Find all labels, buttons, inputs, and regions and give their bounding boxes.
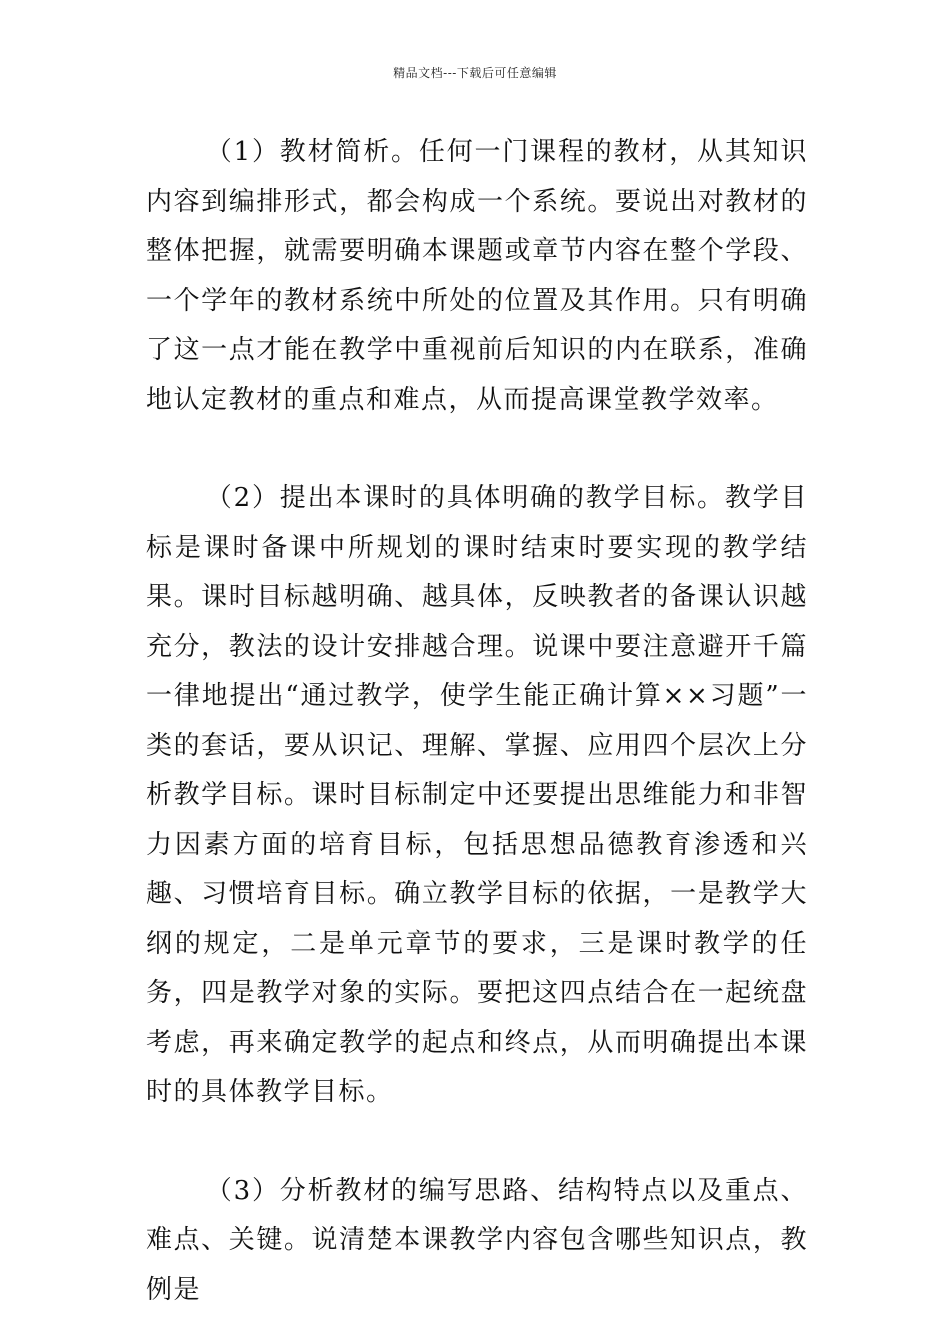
paragraph-3: （3）分析教材的编写思路、结构特点以及重点、难点、关键。说清楚本课教学内容包含哪些知识点，教例是 <box>146 1175 808 1305</box>
document-body <box>146 128 808 1315</box>
page-header: 精品文档---下载后可任意编辑 <box>393 66 557 80</box>
paragraph-1: （1）教材简析。任何一门课程的教材，从其知识内容到编排形式，都会构成一个系统。要说出对教材的整体把握，就需要明确本课题或章节内容在整个学段、一个学年的教材系统中所处的位置及其作用。只有明确了这一点才能在教学中重视前后知识的内在联系，准确地认定教材的重点和难点，从而提高课堂教学效率。 <box>146 137 808 415</box>
paragraph-2: （2）提出本课时的具体明确的教学目标。教学目标是课时备课中所规划的课时结束时要实现的教学结果。课时目标越明确、越具体，反映教者的备课认识越充分，教法的设计安排越合理。说课中要注意避开千篇一律地提出“通过教学，使学生能正确计算××习题”一类的套话，要从识记、理解、掌握、应用四个层次上分析教学目标。课时目标制定中还要提出思维能力和非智力因素方面的培育目标，包括思想品德教育渗透和兴趣、习惯培育目标。确立教学目标的依据，一是教学大纲的规定，二是单元章节的要求，三是课时教学的任务，四是教学对象的实际。要把这四点结合在一起统盘考虑，再来确定教学的起点和终点，从而明确提出本课时的具体教学目标。 <box>146 483 808 1107</box>
